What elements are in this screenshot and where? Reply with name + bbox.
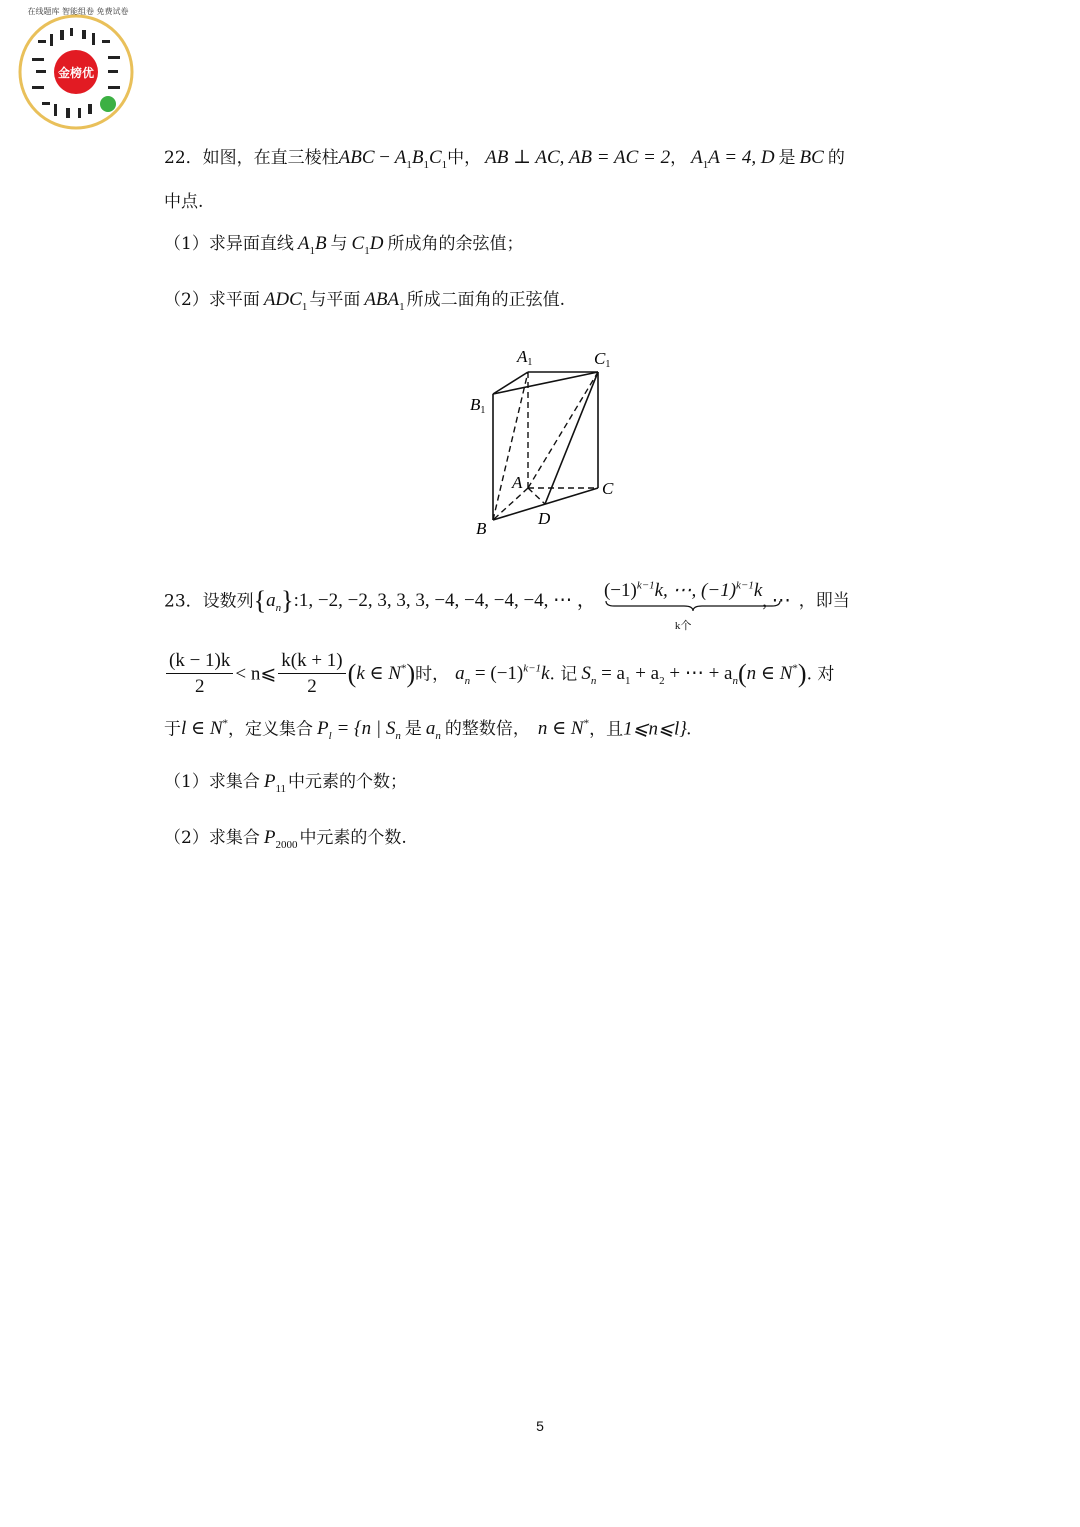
- label-a: A: [512, 473, 523, 492]
- q23-line3: [164, 712, 692, 748]
- q23-set-def: = {n | S: [336, 718, 396, 740]
- q22-part2: [164, 288, 565, 319]
- q22-p1-and: 与: [330, 234, 348, 254]
- q23-line1: 23．设数列$\{a_n\}:1$, −2, −2, 3, 3, 3, −4, −4, −4, −4, ⋯ ， $(-1)^{k-1}k$, ⋯, $(-1)^{k-1}k$ k个 , ⋯ ，即当: [164, 584, 850, 620]
- q22-sub: 1: [406, 158, 412, 171]
- q23-brace-content: (−1): [603, 580, 637, 602]
- edge-ba1: [493, 372, 528, 520]
- q23-brace-tail: , ⋯: [762, 590, 791, 612]
- q23-p2-sub: 2000: [275, 838, 298, 851]
- q23-star4: *: [583, 718, 590, 730]
- q23-brace-exp2: k−1: [736, 580, 754, 592]
- edge-c1d: [545, 372, 598, 504]
- q22-sub: 1: [301, 300, 308, 313]
- q22-is: 是: [778, 148, 796, 168]
- q23-sub1: 1: [624, 675, 631, 688]
- q23-brace-exp: k−1: [636, 580, 655, 592]
- logo-top-text: 在线题库 智能组卷 免费试卷: [27, 7, 129, 16]
- qr-logo: [8, 0, 148, 139]
- q23-yu: 于: [164, 719, 181, 740]
- label-d: D: [538, 509, 551, 528]
- q23-brace-group: [603, 580, 763, 632]
- q23-sn-def: = a: [601, 663, 625, 685]
- q22-prism-top-c: C: [428, 147, 442, 168]
- q22-p1-tail: 所成角的余弦值；: [387, 234, 524, 254]
- q23-ji-dang: ，即当: [798, 591, 850, 612]
- q23-frac2-den: 2: [307, 676, 317, 698]
- q23-star3: *: [222, 718, 229, 730]
- q22-bc: BC: [799, 147, 824, 168]
- q22-p1-c: C: [351, 233, 365, 254]
- q23-p2-tail: 中元素的个数.: [299, 828, 407, 848]
- label-b1: B1: [470, 395, 486, 416]
- q23-dui: . 对: [806, 664, 835, 685]
- q22-p1-b: B: [314, 233, 327, 254]
- q23-shi: 时，: [415, 664, 450, 685]
- label-b: B: [476, 519, 487, 538]
- q22-de: 的: [827, 148, 845, 168]
- q23-define: ，定义集合: [228, 719, 314, 740]
- q23-intro: 设数列: [202, 591, 254, 612]
- q22-part1: [164, 232, 523, 263]
- page-number: 5: [536, 1418, 544, 1434]
- edge-ad: [528, 488, 545, 504]
- q22-p1-label: （1）求异面直线: [164, 234, 294, 254]
- q23-multiple: 的整数倍，: [444, 719, 530, 740]
- q22-cond1: AB ⊥ AC, AB = AC = 2: [485, 147, 671, 168]
- q23-an-k: k: [541, 663, 550, 685]
- q23-part1: [164, 770, 407, 801]
- q23-set-sub: n: [395, 730, 401, 743]
- q23-brace-k2: k: [753, 580, 763, 602]
- q23-star2: *: [792, 663, 798, 675]
- q23-p2-text: （2）求集合: [164, 828, 260, 848]
- prism-figure: [462, 342, 642, 546]
- q22-sub: 1: [309, 244, 315, 257]
- q23-frac2-num: k(k + 1): [278, 649, 345, 674]
- q23-sn-def3: + ⋯ + a: [669, 663, 733, 685]
- q22-middle: 中，: [447, 148, 482, 168]
- q22-a1-a: A: [691, 147, 703, 168]
- q22-p2-plane2: ABA: [364, 289, 400, 310]
- q23-brace-k: k, ⋯, (−1): [654, 580, 737, 602]
- q23-number: 23．: [164, 591, 203, 612]
- q22-number: 22．: [164, 148, 203, 168]
- q23-seq-terms: :1, −2, −2, 3, 3, 3, −4, −4, −4, −4, ⋯ ，: [293, 590, 596, 612]
- q23-an-sub: n: [464, 675, 471, 688]
- q23-p1-text: （1）求集合: [164, 772, 260, 792]
- q23-an-exp: k−1: [523, 663, 542, 675]
- q22-p1-d: D: [369, 233, 384, 254]
- q23-p-sub: l: [328, 730, 332, 743]
- q23-set-an-sub: n: [435, 730, 441, 743]
- label-c: C: [602, 479, 614, 498]
- q23-p1-p: P: [263, 771, 276, 792]
- q22-line2: 中点.: [164, 192, 204, 212]
- edge-ac1: [528, 372, 598, 488]
- label-c1: C1: [594, 349, 611, 370]
- q22-sub: 1: [441, 158, 448, 171]
- q23-qie: ，且: [589, 719, 624, 740]
- q22-sub: 1: [702, 158, 709, 171]
- q23-an-eq: = (−1): [474, 663, 524, 685]
- q23-sn-def2: + a: [635, 663, 660, 685]
- q23-l-in-n: l ∈ N: [181, 718, 223, 740]
- edge-b1c1: [493, 372, 598, 394]
- q22-prism-top-b: B: [411, 147, 424, 168]
- q23-frac1-den: 2: [194, 676, 205, 698]
- q22-intro: 如图，在直三棱柱: [202, 148, 339, 168]
- q22-prism-top-a: A: [394, 147, 407, 168]
- label-a1: A1: [517, 347, 533, 368]
- q23-p1-tail: 中元素的个数；: [288, 772, 408, 792]
- q23-brace-label: k个: [674, 620, 692, 632]
- q23-seq-sub: n: [275, 602, 282, 615]
- q22-line1: [164, 146, 845, 177]
- q22-p2-tail: 所成二面角的正弦值.: [406, 290, 566, 310]
- q23-star: *: [400, 663, 407, 675]
- q22-p1-a: A: [297, 233, 310, 254]
- q22-prism-base: ABC: [338, 147, 375, 168]
- q23-p1-sub: 11: [275, 782, 287, 795]
- q23-an: a: [455, 663, 465, 685]
- q22-cond2-tail: A = 4, D: [708, 147, 775, 168]
- q23-ji: . 记: [549, 664, 578, 685]
- q23-sn-last-sub: n: [732, 675, 738, 688]
- q23-sn-sub: n: [590, 675, 597, 688]
- q22-minus: −: [374, 147, 395, 168]
- q22-sub: 1: [423, 158, 429, 171]
- q23-part2: [164, 826, 407, 857]
- q23-frac1-num: (k − 1)k: [166, 649, 233, 674]
- q23-p-l: P: [317, 718, 329, 740]
- q22-p2-plane1: ADC: [263, 289, 302, 310]
- q23-set-an: a: [425, 718, 436, 740]
- q22-sub: 1: [364, 244, 370, 257]
- underbrace: [604, 600, 782, 612]
- q22-p2-and: 与平面: [309, 290, 361, 310]
- q23-line2: $\frac{(k - 1)k}{2}$ < n⩽ $\frac{k(k + 1)}{2}$ (k ∈ N*)时， $a_n = (-1)^{k-1}k$. 记 $S_n = a_1 + a_2$ + ⋯ + $a_n(n$ ∈ N*). 对: [164, 642, 834, 708]
- q23-range: 1⩽n⩽l}.: [623, 718, 692, 740]
- logo-center-text: 金榜优: [57, 66, 95, 80]
- q22-comma: ，: [670, 148, 688, 168]
- q23-n-in-n: n ∈ N: [746, 663, 793, 685]
- q22-sub: 1: [399, 300, 405, 313]
- q23-n-in-n2: n ∈ N: [537, 718, 584, 740]
- q22-p2-label: （2）求平面: [164, 290, 260, 310]
- q23-k-in-n: k ∈ N: [356, 663, 401, 685]
- q23-lt-n-le: < n⩽: [235, 663, 277, 685]
- q23-seq-name: a: [266, 590, 276, 612]
- q23-p2-p: P: [263, 827, 276, 848]
- q23-shi2: 是: [404, 719, 422, 740]
